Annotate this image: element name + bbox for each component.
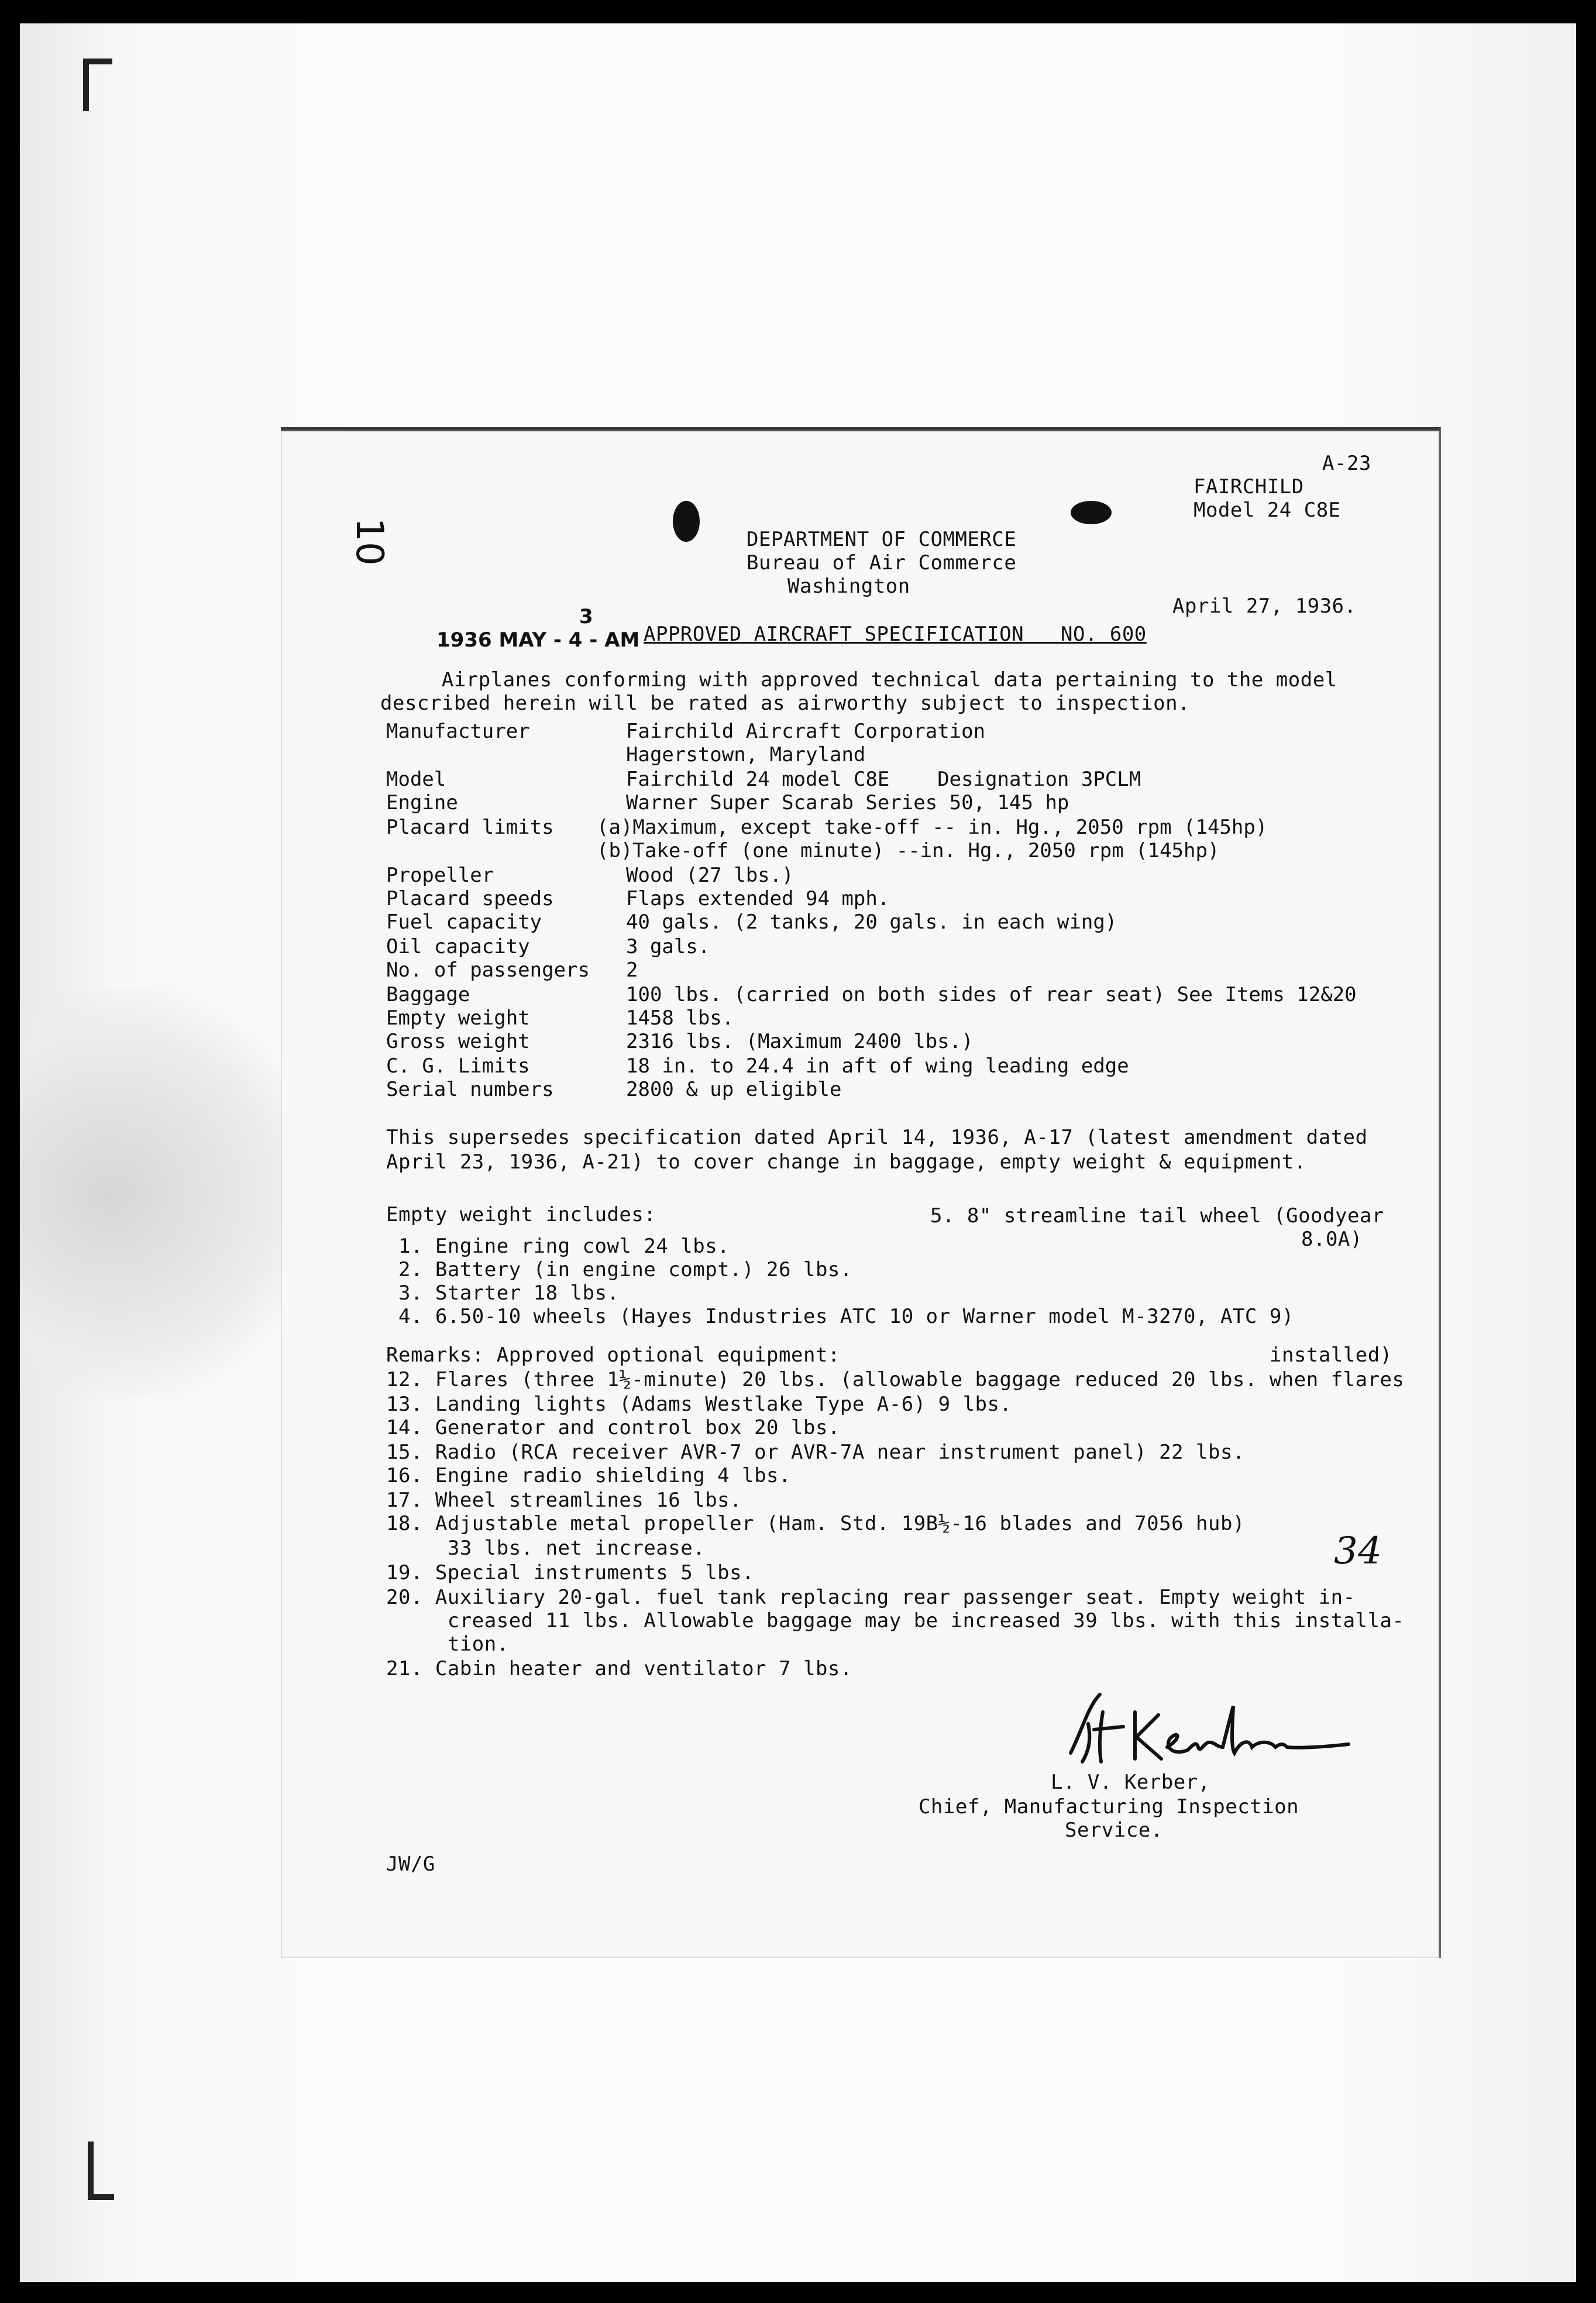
spec-value: 2800 & up eligible <box>626 1078 842 1101</box>
remark-item: 20. Auxiliary 20-gal. fuel tank replacing rear passenger seat. Empty weight in- <box>386 1586 1356 1609</box>
remark-item: 16. Engine radio shielding 4 lbs. <box>386 1464 792 1487</box>
spec-value: Flaps extended 94 mph. <box>626 887 890 910</box>
spec-value: (a)Maximum, except take-off -- in. Hg., 2050 rpm (145hp) <box>597 816 1268 839</box>
remarks-heading: Remarks: Approved optional equipment: <box>386 1343 840 1367</box>
binder-hole-left <box>673 501 700 542</box>
spec-label: Placard limits <box>386 816 554 839</box>
tail-wheel-item-cont: 8.0A) <box>1301 1228 1363 1251</box>
spec-label: Placard speeds <box>386 887 554 910</box>
intro-line-1: Airplanes conforming with approved technical data pertaining to the model <box>380 668 1337 692</box>
signatory-title: Chief, Manufacturing Inspection <box>919 1795 1299 1819</box>
spec-value: Hagerstown, Maryland <box>626 743 866 766</box>
spec-value: Warner Super Scarab Series 50, 145 hp <box>626 791 1069 814</box>
stamp-overprint: 3 <box>579 605 593 628</box>
doc-code: A-23 <box>1322 452 1371 475</box>
received-stamp: 1936 MAY - 4 - AM <box>436 628 640 652</box>
binder-hole-right <box>1071 501 1112 524</box>
spec-label: Oil capacity <box>386 935 530 958</box>
spec-label: Propeller <box>386 864 494 887</box>
spec-value: 100 lbs. (carried on both sides of rear seat) See Items 12&20 <box>626 983 1357 1006</box>
installed-note: installed) <box>1270 1343 1392 1367</box>
spec-label: C. G. Limits <box>386 1054 530 1078</box>
remark-item: tion. <box>386 1632 509 1656</box>
empty-item: 1. Engine ring cowl 24 lbs. <box>386 1235 730 1258</box>
spec-date: April 27, 1936. <box>1172 594 1357 618</box>
remark-item: 13. Landing lights (Adams Westlake Type A-6) 9 lbs. <box>386 1393 1012 1416</box>
tail-wheel-item: 5. 8" streamline tail wheel (Goodyear <box>930 1204 1384 1228</box>
film-smudge <box>20 989 324 1398</box>
spec-label: Baggage <box>386 983 470 1006</box>
spec-value: (b)Take-off (one minute) --in. Hg., 2050 rpm (145hp) <box>597 839 1220 862</box>
remark-item: 19. Special instruments 5 lbs. <box>386 1561 755 1584</box>
spec-value: Fairchild 24 model C8E Designation 3PCLM <box>626 768 1141 791</box>
crop-mark-top-left <box>83 59 89 111</box>
spec-label: Empty weight <box>386 1006 530 1030</box>
remark-item: 12. Flares (three 1½-minute) 20 lbs. (allowable baggage reduced 20 lbs. when flares <box>386 1368 1405 1391</box>
remark-item: 33 lbs. net increase. <box>386 1537 706 1560</box>
bureau-heading: Bureau of Air Commerce <box>747 551 1017 575</box>
typist-initials: JW/G <box>386 1852 435 1876</box>
empty-weight-heading: Empty weight includes: <box>386 1203 656 1226</box>
empty-item: 4. 6.50-10 wheels (Hayes Industries ATC 10 or Warner model M-3270, ATC 9) <box>386 1305 1294 1328</box>
page-number: 34 <box>1334 1529 1382 1573</box>
spec-value: 3 gals. <box>626 935 710 958</box>
margin-mark: 10 <box>348 517 391 566</box>
remark-item: creased 11 lbs. Allowable baggage may be increased 39 lbs. with this installa- <box>386 1609 1405 1632</box>
spec-value: 2 <box>626 958 638 982</box>
spec-label: Serial numbers <box>386 1078 554 1101</box>
specification-sheet <box>281 427 1441 1958</box>
maker-name: FAIRCHILD <box>1193 475 1304 499</box>
spec-title: APPROVED AIRCRAFT SPECIFICATION NO. 600 <box>644 623 1147 646</box>
crop-mark-bottom-left <box>88 2142 94 2200</box>
spec-value: 1458 lbs. <box>626 1006 734 1030</box>
spec-value: 18 in. to 24.4 in aft of wing leading edge <box>626 1054 1129 1078</box>
signatory-name: L. V. Kerber, <box>1051 1771 1210 1794</box>
model-line: Model 24 C8E <box>1193 499 1341 522</box>
empty-item: 3. Starter 18 lbs. <box>386 1281 620 1305</box>
city-heading: Washington <box>787 575 910 598</box>
spec-label: Fuel capacity <box>386 910 542 934</box>
supersedes-line-1: This supersedes specification dated April 14, 1936, A-17 (latest amendment dated <box>386 1126 1368 1149</box>
crop-mark-top-left-bar <box>83 59 112 64</box>
remark-item: 15. Radio (RCA receiver AVR-7 or AVR-7A near instrument panel) 22 lbs. <box>386 1441 1245 1464</box>
intro-line-2: described herein will be rated as airworthy subject to inspection. <box>380 692 1191 715</box>
spec-label: Gross weight <box>386 1030 530 1053</box>
spec-label: Model <box>386 768 446 791</box>
spec-label: No. of passengers <box>386 958 590 982</box>
supersedes-line-2: April 23, 1936, A-21) to cover change in baggage, empty weight & equipment. <box>386 1150 1306 1174</box>
department-heading: DEPARTMENT OF COMMERCE <box>747 528 1017 551</box>
signatory-title-2: Service. <box>1065 1819 1163 1842</box>
remark-item: 17. Wheel streamlines 16 lbs. <box>386 1489 742 1512</box>
spec-value: Wood (27 lbs.) <box>626 864 794 887</box>
spec-value: 2316 lbs. (Maximum 2400 lbs.) <box>626 1030 974 1053</box>
crop-mark-bottom-left-bar <box>88 2194 114 2200</box>
remark-item: 18. Adjustable metal propeller (Ham. Std. 19B½-16 blades and 7056 hub) <box>386 1512 1245 1535</box>
spec-value: Fairchild Aircraft Corporation <box>626 720 986 743</box>
spec-label: Manufacturer <box>386 720 530 743</box>
spec-label: Engine <box>386 791 458 814</box>
signature-image <box>1047 1689 1351 1771</box>
remark-item: 14. Generator and control box 20 lbs. <box>386 1416 840 1439</box>
remark-item: 21. Cabin heater and ventilator 7 lbs. <box>386 1657 852 1680</box>
empty-item: 2. Battery (in engine compt.) 26 lbs. <box>386 1258 852 1281</box>
spec-value: 40 gals. (2 tanks, 20 gals. in each wing) <box>626 910 1117 934</box>
